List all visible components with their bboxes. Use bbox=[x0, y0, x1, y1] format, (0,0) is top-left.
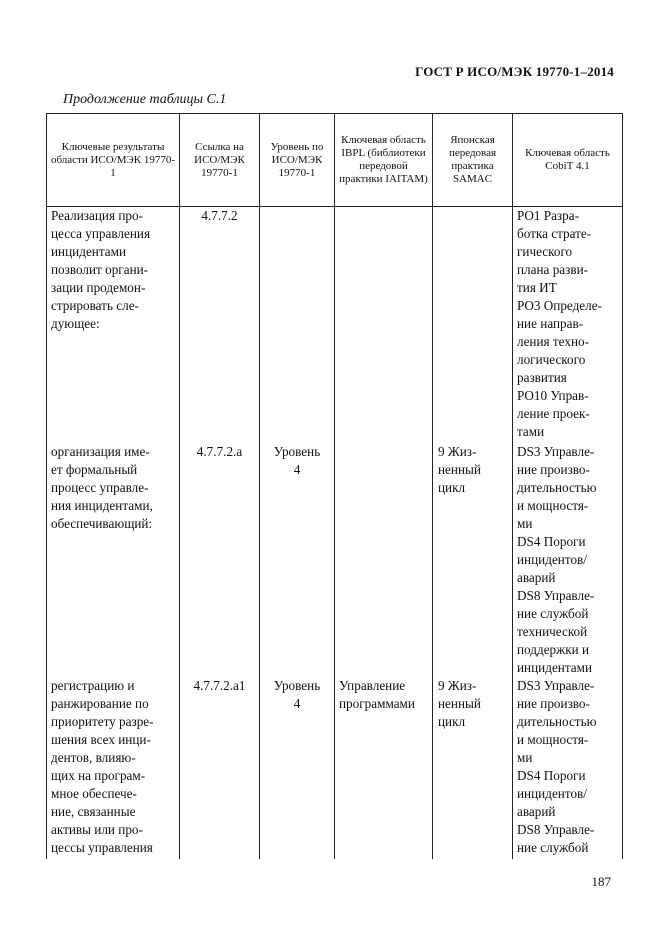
cell-reference: 4.7.7.2 bbox=[180, 207, 260, 443]
cell-level bbox=[260, 207, 335, 443]
cell-samac: 9 Жиз- ненный цикл bbox=[433, 677, 513, 859]
cell-ibpl: Управление программами bbox=[335, 677, 433, 859]
cell-result: Реализация про- цесса управления инцидентами позволит органи- зации продемон- стрировать сле- дующее: bbox=[47, 207, 180, 443]
cell-level: Уровень 4 bbox=[260, 677, 335, 859]
column-header-reference: Ссылка на ИСО/МЭК 19770-1 bbox=[180, 114, 260, 207]
cell-ibpl bbox=[335, 443, 433, 677]
column-header-samac: Японская передовая практика SAMAC bbox=[433, 114, 513, 207]
page-number: 187 bbox=[591, 874, 611, 889]
table-row bbox=[47, 443, 623, 677]
table-header-row bbox=[47, 114, 623, 207]
column-header-ibpl: Ключевая область IBPL (библиотеки передовой практики IAITAM) bbox=[335, 114, 433, 207]
cell-result: регистрацию и ранжирование по приоритету разре- шения всех инци- дентов, влияю- щих на програм- мное обеспече- ние, связанные активы или про- цессы управления bbox=[47, 677, 180, 859]
cell-cobit: PO1 Разра- ботка страте- гического плана разви- тия ИТ PO3 Определе- ние направ- ления техно- логического развития PO10 Управ- ление проек- тами bbox=[513, 207, 623, 443]
column-header-results: Ключевые результаты области ИСО/МЭК 19770-1 bbox=[47, 114, 180, 207]
cell-reference: 4.7.7.2.a1 bbox=[180, 677, 260, 859]
cell-samac: 9 Жиз- ненный цикл bbox=[433, 443, 513, 677]
cell-cobit: DS3 Управле- ние произво- дительностью и мощностя- ми DS4 Пороги инцидентов/ аварий DS8 Управле- ние службой bbox=[513, 677, 623, 859]
cell-ibpl bbox=[335, 207, 433, 443]
cell-samac bbox=[433, 207, 513, 443]
cell-cobit: DS3 Управле- ние произво- дительностью и мощностя- ми DS4 Пороги инцидентов/ аварий DS8 Управле- ние службой технической поддержки и инцидентами bbox=[513, 443, 623, 677]
mapping-table bbox=[46, 113, 623, 859]
cell-result: организация име- ет формальный процесс управле- ния инцидентами, обеспечивающий: bbox=[47, 443, 180, 677]
table-row bbox=[47, 677, 623, 859]
cell-reference: 4.7.7.2.a bbox=[180, 443, 260, 677]
cell-level: Уровень 4 bbox=[260, 443, 335, 677]
column-header-level: Уровень по ИСО/МЭК 19770-1 bbox=[260, 114, 335, 207]
column-header-cobit: Ключевая область CobiT 4.1 bbox=[513, 114, 623, 207]
table-row bbox=[47, 207, 623, 443]
document-code: ГОСТ Р ИСО/МЭК 19770-1–2014 bbox=[415, 64, 614, 79]
table-caption: Продолжение таблицы С.1 bbox=[63, 92, 227, 107]
